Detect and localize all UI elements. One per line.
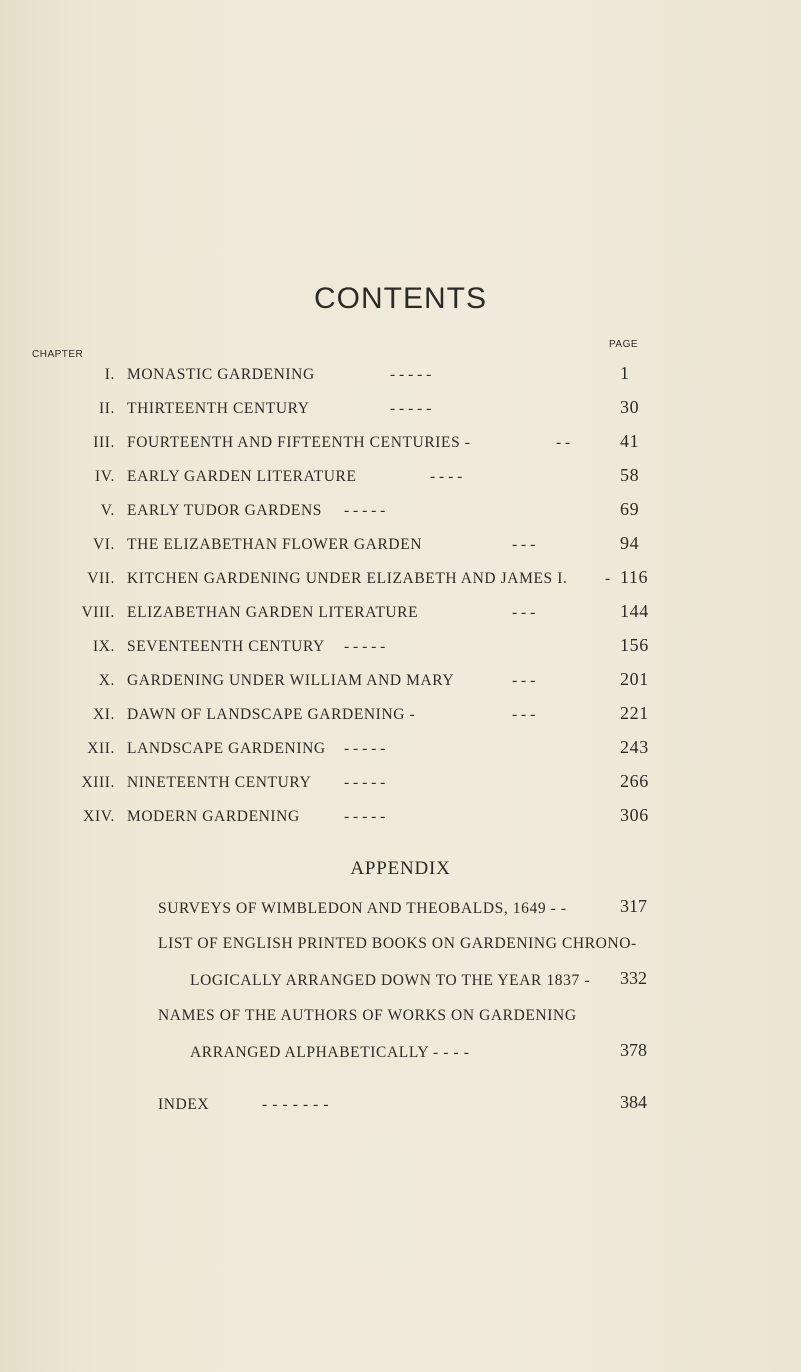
page-number: 378 <box>620 1040 647 1060</box>
contents-row <box>0 601 801 632</box>
page-title: CONTENTS <box>314 282 487 315</box>
index-label: INDEX <box>158 1096 210 1113</box>
page-number: 156 <box>620 635 649 655</box>
contents-row <box>0 635 801 666</box>
page-number: 201 <box>620 669 649 689</box>
leader-dashes: - - - - - <box>390 400 432 417</box>
appendix-entry-line: SURVEYS OF WIMBLEDON AND THEOBALDS, 1649 - - <box>158 900 567 917</box>
page-number: 306 <box>620 805 649 825</box>
leader-dashes: - - - <box>512 536 536 553</box>
chapter-number: V. <box>100 502 115 519</box>
appendix-entry-line: NAMES OF THE AUTHORS OF WORKS ON GARDENING <box>158 1007 577 1024</box>
contents-row <box>0 567 801 598</box>
contents-row <box>0 737 801 768</box>
contents-row <box>0 669 801 700</box>
chapter-number: XII. <box>87 740 115 757</box>
contents-row <box>0 363 801 394</box>
chapter-title: DAWN OF LANDSCAPE GARDENING - <box>127 706 416 723</box>
page-number: 116 <box>620 567 649 587</box>
contents-row <box>0 703 801 734</box>
chapter-number: X. <box>98 672 115 689</box>
page-number: 317 <box>620 896 647 916</box>
page-number: 221 <box>620 703 649 723</box>
leader-dashes: - <box>605 570 611 587</box>
appendix-entry-line: LIST OF ENGLISH PRINTED BOOKS ON GARDENING CHRONO- <box>158 935 637 952</box>
contents-row <box>0 805 801 836</box>
chapter-number: IV. <box>94 468 115 485</box>
leader-dashes: - - - - - <box>344 808 386 825</box>
leader-dashes: - - - - - - - <box>262 1096 330 1113</box>
contents-row <box>0 499 801 530</box>
page-number: 94 <box>620 533 640 553</box>
page-number: 144 <box>620 601 649 621</box>
leader-dashes: - - - <box>512 706 536 723</box>
page-number: 58 <box>620 465 640 485</box>
chapter-number: IX. <box>92 638 115 655</box>
chapter-number: II. <box>99 400 115 417</box>
chapter-number: I. <box>104 366 115 383</box>
leader-dashes: - - - - - <box>344 502 386 519</box>
page-number: 332 <box>620 968 647 988</box>
page-number: 30 <box>620 397 640 417</box>
chapter-number: VI. <box>92 536 115 553</box>
contents-row <box>0 465 801 496</box>
chapter-number: XIII. <box>81 774 115 791</box>
appendix-entry-line: LOGICALLY ARRANGED DOWN TO THE YEAR 1837 - <box>190 972 591 989</box>
chapter-title: EARLY GARDEN LITERATURE <box>127 468 357 485</box>
leader-dashes: - - - - - <box>344 774 386 791</box>
leader-dashes: - - - <box>512 672 536 689</box>
chapter-column-header: CHAPTER <box>32 349 84 360</box>
chapter-title: THE ELIZABETHAN FLOWER GARDEN <box>127 536 423 553</box>
leader-dashes: - - - - <box>430 468 463 485</box>
leader-dashes: - - - <box>512 604 536 621</box>
page-number: 266 <box>620 771 649 791</box>
chapter-number: XI. <box>92 706 115 723</box>
leader-dashes: - - - - - <box>344 740 386 757</box>
chapter-number: XIV. <box>83 808 115 825</box>
appendix-heading: APPENDIX <box>350 858 451 879</box>
page-number: 41 <box>620 431 640 451</box>
page-number: 1 <box>620 363 630 383</box>
chapter-title: MODERN GARDENING <box>127 808 300 825</box>
chapter-title: FOURTEENTH AND FIFTEENTH CENTURIES - <box>127 434 471 451</box>
chapter-title: GARDENING UNDER WILLIAM AND MARY <box>127 672 455 689</box>
chapter-title: SEVENTEENTH CENTURY <box>127 638 325 655</box>
contents-row <box>0 431 801 462</box>
chapter-number: III. <box>93 434 115 451</box>
chapter-title: LANDSCAPE GARDENING <box>127 740 326 757</box>
chapter-title: KITCHEN GARDENING UNDER ELIZABETH AND JAMES I. <box>127 570 568 587</box>
chapter-title: THIRTEENTH CENTURY <box>127 400 310 417</box>
contents-row <box>0 533 801 564</box>
chapter-number: VIII. <box>81 604 115 621</box>
chapter-title: EARLY TUDOR GARDENS <box>127 502 322 519</box>
contents-row <box>0 771 801 802</box>
contents-row <box>0 397 801 428</box>
leader-dashes: - - - - - <box>390 366 432 383</box>
leader-dashes: - - - - - <box>344 638 386 655</box>
page-number: 69 <box>620 499 640 519</box>
chapter-title: MONASTIC GARDENING <box>127 366 315 383</box>
page-number: 384 <box>620 1092 647 1112</box>
page-column-header: PAGE <box>609 339 639 350</box>
chapter-title: NINETEENTH CENTURY <box>127 774 312 791</box>
appendix-entry-line: ARRANGED ALPHABETICALLY - - - - <box>190 1044 470 1061</box>
chapter-title: ELIZABETHAN GARDEN LITERATURE <box>127 604 419 621</box>
leader-dashes: - - <box>556 434 571 451</box>
page-number: 243 <box>620 737 649 757</box>
chapter-number: VII. <box>87 570 115 587</box>
